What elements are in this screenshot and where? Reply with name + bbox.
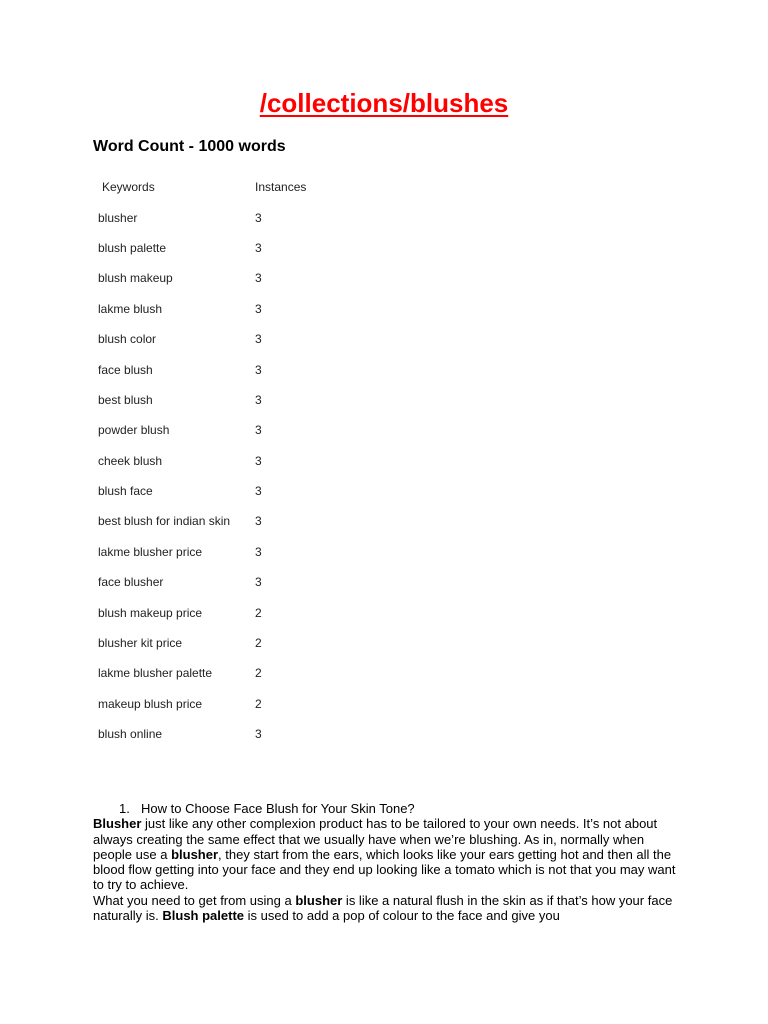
instances-cell: 3 [255,575,262,590]
instances-cell: 2 [255,666,262,681]
table-row [94,567,306,597]
table-row [94,415,306,445]
keyword-cell: powder blush [98,423,170,438]
bold-keyword: blusher [295,892,343,908]
keyword-cell: face blusher [98,575,164,590]
table-row [94,658,306,688]
table-row [94,202,306,232]
instances-cell: 3 [255,453,262,468]
article-section [93,801,678,923]
keyword-cell: blush makeup price [98,605,203,620]
instances-cell: 3 [255,271,262,286]
table-row [94,294,306,324]
bold-keyword: Blusher [93,816,142,832]
paragraph-text: What you need to get from using a [93,892,296,908]
table-row [94,385,306,415]
instances-cell: 3 [255,514,262,529]
instances-cell: 3 [255,240,262,255]
table-row [94,446,306,476]
instances-cell: 3 [255,210,262,225]
table-row [94,597,306,627]
instances-cell: 2 [255,605,262,620]
paragraph-1 [93,816,678,892]
keyword-cell: blush palette [98,240,167,255]
instances-cell: 2 [255,636,262,651]
table-row [94,506,306,536]
table-row [94,476,306,506]
keyword-cell: makeup blush price [98,696,203,711]
table-row [94,719,306,749]
section-heading-text: How to Choose Face Blush for Your Skin Tone? [141,801,415,816]
keyword-cell: lakme blusher palette [98,666,213,681]
table-row [94,324,306,354]
table-header-row [94,172,306,202]
keywords-table-body [94,202,306,749]
paragraph-2 [93,893,678,924]
instances-cell: 3 [255,727,262,742]
keyword-cell: blush online [98,727,163,742]
keyword-cell: cheek blush [98,453,163,468]
keywords-table [94,172,306,749]
instances-cell: 3 [255,301,262,316]
paragraph-text: is like a natural flush in the skin as if that’s how your face naturally is. [93,892,673,924]
keyword-cell: best blush [98,392,153,407]
word-count-heading: Word Count - 1000 words [93,138,286,155]
keyword-cell: best blush for indian skin [98,514,231,529]
instances-cell: 2 [255,696,262,711]
paragraph-text: , they start from the ears, which looks like your ears getting hot and then all the blood flow getting into your face and they end up looking like a tomato which is not that you may want to try to achieve. [93,846,676,893]
keywords-column-header: Keywords [102,180,155,195]
keyword-cell: blush makeup [98,271,173,286]
keyword-cell: lakme blush [98,301,163,316]
section-list [93,801,678,816]
instances-cell: 3 [255,332,262,347]
table-row [94,689,306,719]
bold-keyword: blusher [171,846,219,862]
table-row [94,537,306,567]
keyword-cell: face blush [98,362,153,377]
keyword-cell: lakme blusher price [98,544,203,559]
paragraph-text: just like any other complexion product has to be tailored to your own needs. It’s not about always creating the same effect that we usually have when we’re blushing. As in, normally when people use a [93,816,658,862]
instances-cell: 3 [255,484,262,499]
table-row [94,354,306,384]
keyword-cell: blush face [98,484,153,499]
paragraph-text: is used to add a pop of colour to the face and give you [244,908,560,924]
keyword-cell: blush color [98,332,157,347]
instances-cell: 3 [255,392,262,407]
bold-keyword: Blush palette [162,908,244,924]
keyword-cell: blusher [98,210,138,225]
section-number: 1. [119,801,130,816]
instances-column-header: Instances [255,180,307,195]
table-row [94,233,306,263]
instances-cell: 3 [255,362,262,377]
instances-cell: 3 [255,544,262,559]
page-title: /collections/blushes [259,88,509,118]
instances-cell: 3 [255,423,262,438]
table-row [94,628,306,658]
table-row [94,263,306,293]
keyword-cell: blusher kit price [98,636,183,651]
section-heading [93,801,678,816]
